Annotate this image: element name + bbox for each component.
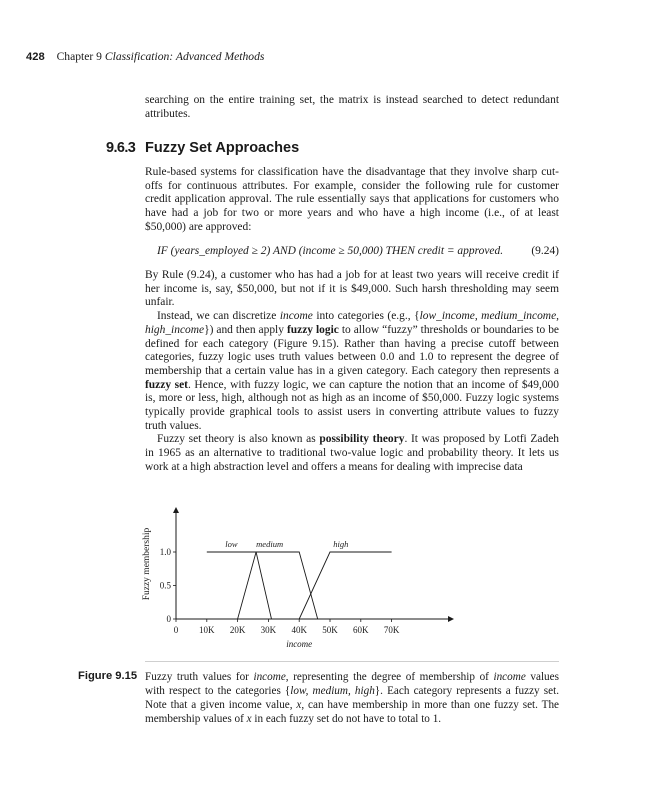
chapter-label: Chapter 9 — [56, 50, 102, 63]
p3-term-fuzzy-set: fuzzy set — [145, 378, 188, 391]
p3-seg: to allow “fuzzy” thresholds or boundaries to be defined for each category (Figure 9.15). Rather than having a precise cutoff between categories, fuzzy logic uses truth values between 0.0 and 1.0 to represent the degree of membership that a certain value has in a given category. Each category then represents a — [145, 323, 560, 377]
cap-seg: income — [493, 671, 526, 683]
series-line-high — [299, 552, 391, 619]
x-tick-label: 30K — [260, 625, 277, 635]
running-header — [26, 50, 264, 63]
caption-divider — [145, 661, 559, 662]
series-label-high: high — [333, 539, 349, 549]
x-tick-label: 70K — [383, 625, 400, 635]
cap-seg: , can have membership in more than one fuzzy set. The membership values of — [145, 699, 559, 725]
page-number: 428 — [26, 51, 45, 63]
figure-caption — [145, 670, 559, 726]
section-number: 9.6.3 — [106, 140, 136, 156]
chapter-title: Classification: Advanced Methods — [104, 50, 265, 63]
p3-seg: . Hence, with fuzzy logic, we can capture the notion that an income of $49,000 is, more or less, high, although not as high as an income of $50,000. Fuzzy logic systems typically provide graphical tools to assist users in converting attribute values to fuzzy truth values. — [145, 378, 559, 432]
x-tick-label: 50K — [322, 625, 338, 635]
y-tick-label: 1.0 — [159, 547, 171, 557]
x-axis-label: income — [286, 639, 313, 649]
x-tick-label: 60K — [353, 625, 369, 635]
paragraph-2: By Rule (9.24), a customer who has had a job for at least two years will receive credit if her income is, say, $50,000, but not if it is $49,000. Such harsh thresholding may seem unfair. — [145, 269, 559, 309]
p3-term-fuzzy-logic: fuzzy logic — [286, 323, 339, 336]
series-label-low: low — [225, 539, 238, 549]
p4-term-possibility-theory: possibility theory — [319, 433, 405, 446]
cap-seg: , representing the degree of membership of — [285, 671, 494, 683]
paragraph-1-text: Rule-based systems for classification have the disadvantage that they involve sharp cut-offs for continuous attributes. For example, consider the following rule for customer credit application approval. The rule essentially says that applications for customers who have had a job for two or more years and who have a high income (i.e., of at least $50,000) are approved: — [145, 166, 559, 233]
series-line-low — [207, 552, 272, 619]
p3-seg: low_income, medium_income, high_income — [145, 310, 560, 336]
cap-seg: x — [246, 713, 252, 725]
x-tick-label: 20K — [229, 625, 246, 635]
cap-seg: Fuzzy truth values for — [145, 671, 254, 683]
p3-seg: }) and then apply — [204, 323, 287, 336]
y-axis-label: Fuzzy membership — [142, 527, 152, 601]
section-heading — [106, 139, 299, 157]
equation-9-24 — [157, 245, 559, 257]
series-line-medium — [238, 552, 318, 619]
p4-seg: . It was proposed by Lotfi Zadeh in 1965 as an alternative to traditional two-value logic and probability theory. It lets us work at a high abstraction level and offers a means for dealing with imprecise data — [145, 433, 560, 473]
cap-seg: low, medium, high — [290, 685, 375, 697]
y-tick-label: 0.5 — [159, 580, 171, 591]
cap-seg: values with respect to the categories { — [145, 671, 559, 697]
cap-seg: }. Each category represents a fuzzy set. Note that a given income value, — [145, 685, 559, 711]
p3-seg: Instead, we can discretize — [157, 310, 280, 323]
paragraph-4 — [145, 433, 559, 474]
p3-seg: into categories (e.g., { — [312, 310, 420, 323]
y-tick-label: 0 — [166, 614, 171, 624]
figure-label: Figure 9.15 — [78, 670, 138, 682]
equation-text: IF (years_employed ≥ 2) AND (income ≥ 50,000) THEN credit = approved. — [157, 245, 504, 257]
cap-seg: x — [296, 699, 302, 711]
fuzzy-membership-chart — [135, 500, 475, 650]
equation-number: (9.24) — [531, 245, 559, 257]
x-tick-label: 0 — [173, 625, 179, 635]
x-tick-label: 40K — [291, 625, 307, 635]
body-paragraphs — [145, 269, 559, 475]
figure-9-15-chart — [135, 500, 475, 650]
p3-seg: income — [279, 310, 313, 323]
x-tick-label: 10K — [199, 625, 215, 635]
p4-seg: Fuzzy set theory is also known as — [157, 433, 320, 446]
section-title: Fuzzy Set Approaches — [145, 140, 300, 156]
paragraph-3 — [145, 310, 559, 433]
continuation-text: searching on the entire training set, the matrix is instead searched to detect redundant attributes. — [145, 94, 559, 120]
paragraph-1 — [145, 166, 559, 235]
continuation-paragraph — [145, 94, 559, 121]
cap-seg: in each fuzzy set do not have to total to 1. — [251, 713, 442, 725]
series-label-medium: medium — [256, 539, 284, 549]
cap-seg: income — [253, 671, 286, 683]
